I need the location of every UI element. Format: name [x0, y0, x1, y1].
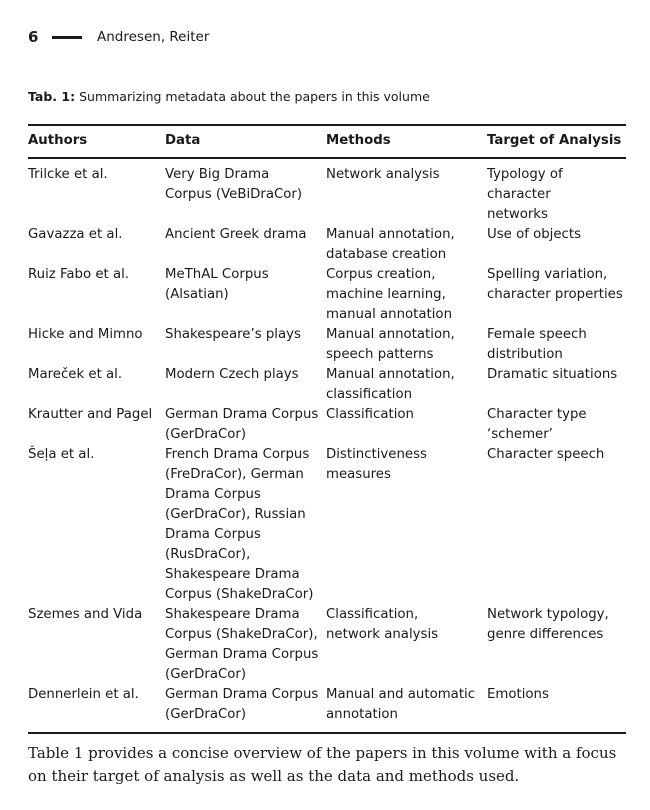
table-header-row: [28, 125, 626, 158]
table-cell: Manual annotation, classification: [326, 367, 455, 402]
table-cell: Hicke and Mimno: [28, 327, 143, 342]
table-cell: Classification: [326, 407, 414, 422]
column-header: Methods: [326, 133, 391, 148]
table-cell: French Drama Corpus (FreDraCor), German Drama Corpus (GerDraCor), Russian Drama Corpus (RusDraCor), Shakespeare Drama Corpus (ShakeDraCor): [165, 447, 314, 602]
page-number: 6: [28, 28, 39, 46]
table-cell: Very Big Drama Corpus (VeBiDraCor): [165, 167, 303, 202]
table-caption: [28, 89, 430, 104]
table-cell: Network analysis: [326, 167, 440, 182]
table-cell: Manual and automatic annotation: [326, 687, 476, 722]
table-row: [28, 325, 626, 365]
table-row: [28, 445, 626, 605]
table-cell: Modern Czech plays: [165, 367, 299, 382]
table-cell: Character type ‘schemer’: [487, 407, 587, 442]
table-row: [28, 365, 626, 405]
table-caption-label: Tab. 1:: [28, 89, 76, 104]
metadata-table: [28, 124, 626, 734]
table-cell: Corpus creation, machine learning, manual annotation: [326, 267, 452, 322]
table-cell: Gavazza et al.: [28, 227, 123, 242]
table-row: [28, 605, 626, 685]
running-head: Andresen, Reiter: [97, 29, 210, 45]
table-cell: MeThAL Corpus (Alsatian): [165, 267, 269, 302]
table-cell: Typology of character networks: [487, 167, 563, 222]
table-row: [28, 225, 626, 265]
table-row: [28, 265, 626, 325]
table-cell: Character speech: [487, 447, 605, 462]
table-cell: Trilcke et al.: [28, 167, 108, 182]
table-cell: Manual annotation, speech patterns: [326, 327, 455, 362]
table-cell: Use of objects: [487, 227, 582, 242]
table-row: [28, 158, 626, 225]
table-cell: Mareček et al.: [28, 367, 123, 382]
table-cell: Šeļa et al.: [28, 447, 95, 462]
table-cell: Network typology, genre differences: [487, 607, 609, 642]
table-cell: German Drama Corpus (GerDraCor): [165, 687, 319, 722]
body-paragraph: Table 1 provides a concise overview of the papers in this volume with a focus on their target of analysis as well as the data and methods used.: [28, 744, 617, 785]
table-row: [28, 405, 626, 445]
table-body: [28, 158, 626, 733]
table-cell: Manual annotation, database creation: [326, 227, 455, 262]
table-cell: Ruiz Fabo et al.: [28, 267, 130, 282]
table-cell: Ancient Greek drama: [165, 227, 307, 242]
table-cell: Spelling variation, character properties: [487, 267, 623, 302]
table-row: [28, 685, 626, 733]
table-cell: Shakespeare’s plays: [165, 327, 301, 342]
table-cell: Dramatic situations: [487, 367, 618, 382]
table-cell: Classification, network analysis: [326, 607, 439, 642]
table-cell: German Drama Corpus (GerDraCor): [165, 407, 319, 442]
table-cell: Szemes and Vida: [28, 607, 143, 622]
column-header: Authors: [28, 133, 88, 148]
table-cell: Krautter and Pagel: [28, 407, 153, 422]
table-caption-text: Summarizing metadata about the papers in this volume: [75, 89, 430, 104]
table-cell: Emotions: [487, 687, 549, 702]
page-header: [28, 28, 209, 46]
header-rule: [52, 36, 82, 39]
column-header: Target of Analysis: [487, 133, 622, 148]
table-cell: Shakespeare Drama Corpus (ShakeDraCor), German Drama Corpus (GerDraCor): [165, 607, 319, 682]
column-header: Data: [165, 133, 201, 148]
table-cell: Distinctiveness measures: [326, 447, 427, 482]
table-cell: Female speech distribution: [487, 327, 587, 362]
table-cell: Dennerlein et al.: [28, 687, 139, 702]
